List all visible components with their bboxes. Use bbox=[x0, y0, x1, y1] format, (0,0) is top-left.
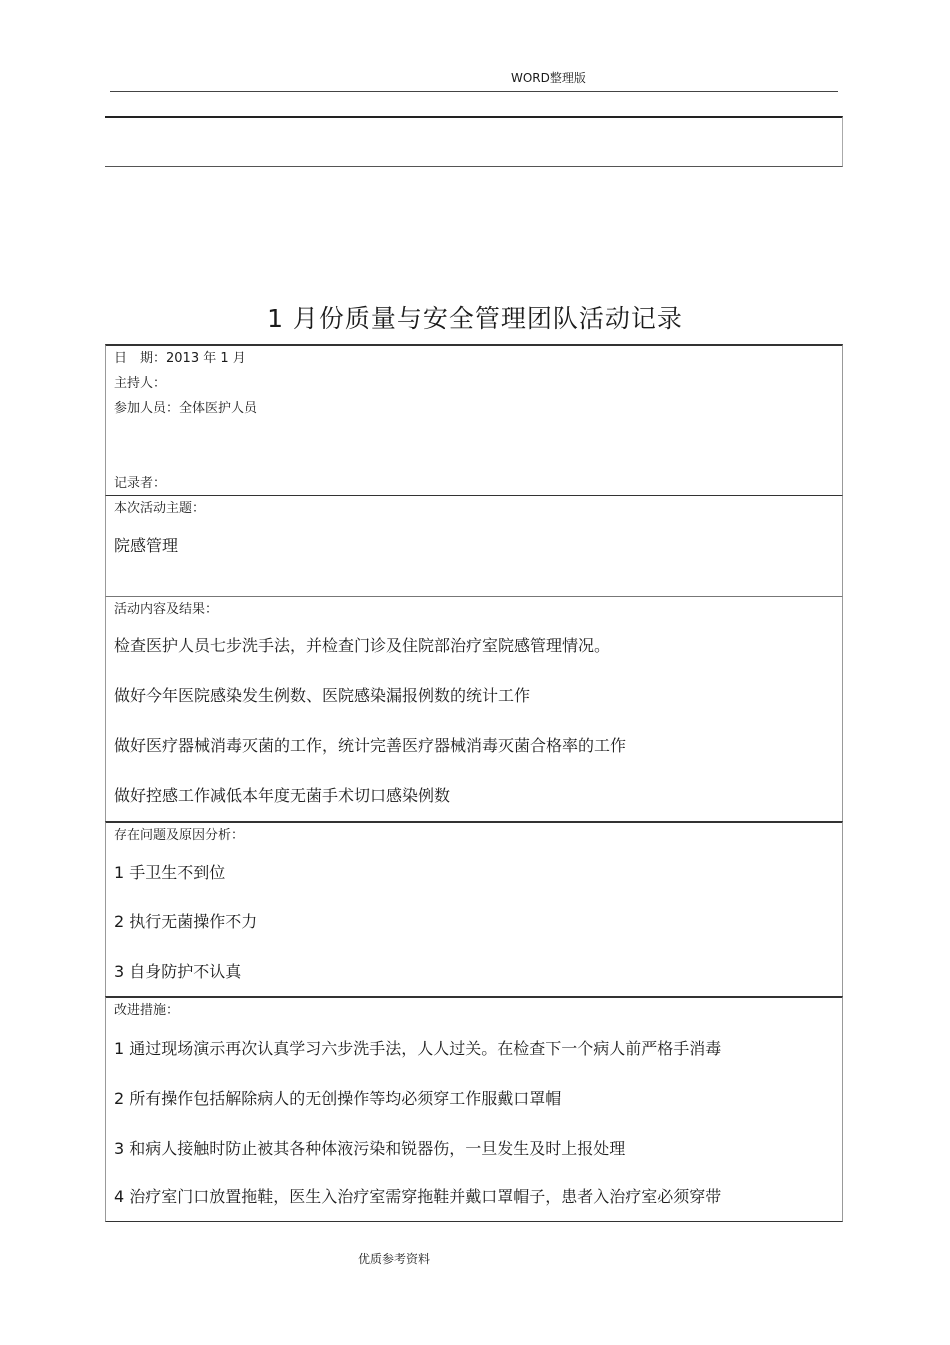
measure-item: 1 通过现场演示再次认真学习六步洗手法，人人过关。在检查下一个病人前严格手消毒 bbox=[114, 1039, 722, 1058]
problems-section bbox=[105, 821, 843, 998]
measure-item: 3 和病人接触时防止被其各种体液污染和锐器伤，一旦发生及时上报处理 bbox=[114, 1139, 626, 1158]
participants-line: 参加人员：全体医护人员 bbox=[114, 401, 258, 416]
content-label: 活动内容及结果： bbox=[114, 602, 219, 617]
theme-label: 本次活动主题： bbox=[114, 501, 206, 516]
page-footer: 优质参考资料 bbox=[358, 1252, 431, 1266]
problem-item: 2 执行无菌操作不力 bbox=[114, 912, 258, 931]
content-item: 做好今年医院感染发生例数、医院感染漏报例数的统计工作 bbox=[114, 686, 531, 705]
recorder-line: 记录者： bbox=[114, 476, 167, 491]
measure-item: 2 所有操作包括解除病人的无创操作等均必须穿工作服戴口罩帽 bbox=[114, 1089, 562, 1108]
measures-label: 改进措施： bbox=[114, 1003, 180, 1018]
date-line: 日 期：2013 年 1 月 bbox=[114, 351, 246, 366]
document-title: 1 月份质量与安全管理团队活动记录 bbox=[267, 304, 683, 333]
problems-label: 存在问题及原因分析： bbox=[114, 828, 245, 843]
problem-item: 1 手卫生不到位 bbox=[114, 863, 226, 882]
content-item: 做好控感工作减低本年度无菌手术切口感染例数 bbox=[114, 786, 451, 805]
content-item: 检查医护人员七步洗手法，并检查门诊及住院部治疗室院感管理情况。 bbox=[114, 636, 611, 655]
host-line: 主持人： bbox=[114, 376, 167, 391]
content-section bbox=[105, 596, 843, 822]
problem-item: 3 自身防护不认真 bbox=[114, 962, 242, 981]
measure-item: 4 治疗室门口放置拖鞋，医生入治疗室需穿拖鞋并戴口罩帽子，患者入治疗室必须穿带 bbox=[114, 1187, 722, 1206]
theme-value: 院感管理 bbox=[114, 536, 179, 555]
measures-section bbox=[105, 996, 843, 1222]
header-divider bbox=[110, 91, 838, 92]
content-item: 做好医疗器械消毒灭菌的工作，统计完善医疗器械消毒灭菌合格率的工作 bbox=[114, 736, 627, 755]
page-header: WORD整理版 bbox=[511, 71, 586, 85]
top-empty-box bbox=[105, 116, 843, 167]
info-section bbox=[105, 344, 843, 496]
theme-section bbox=[105, 495, 843, 597]
